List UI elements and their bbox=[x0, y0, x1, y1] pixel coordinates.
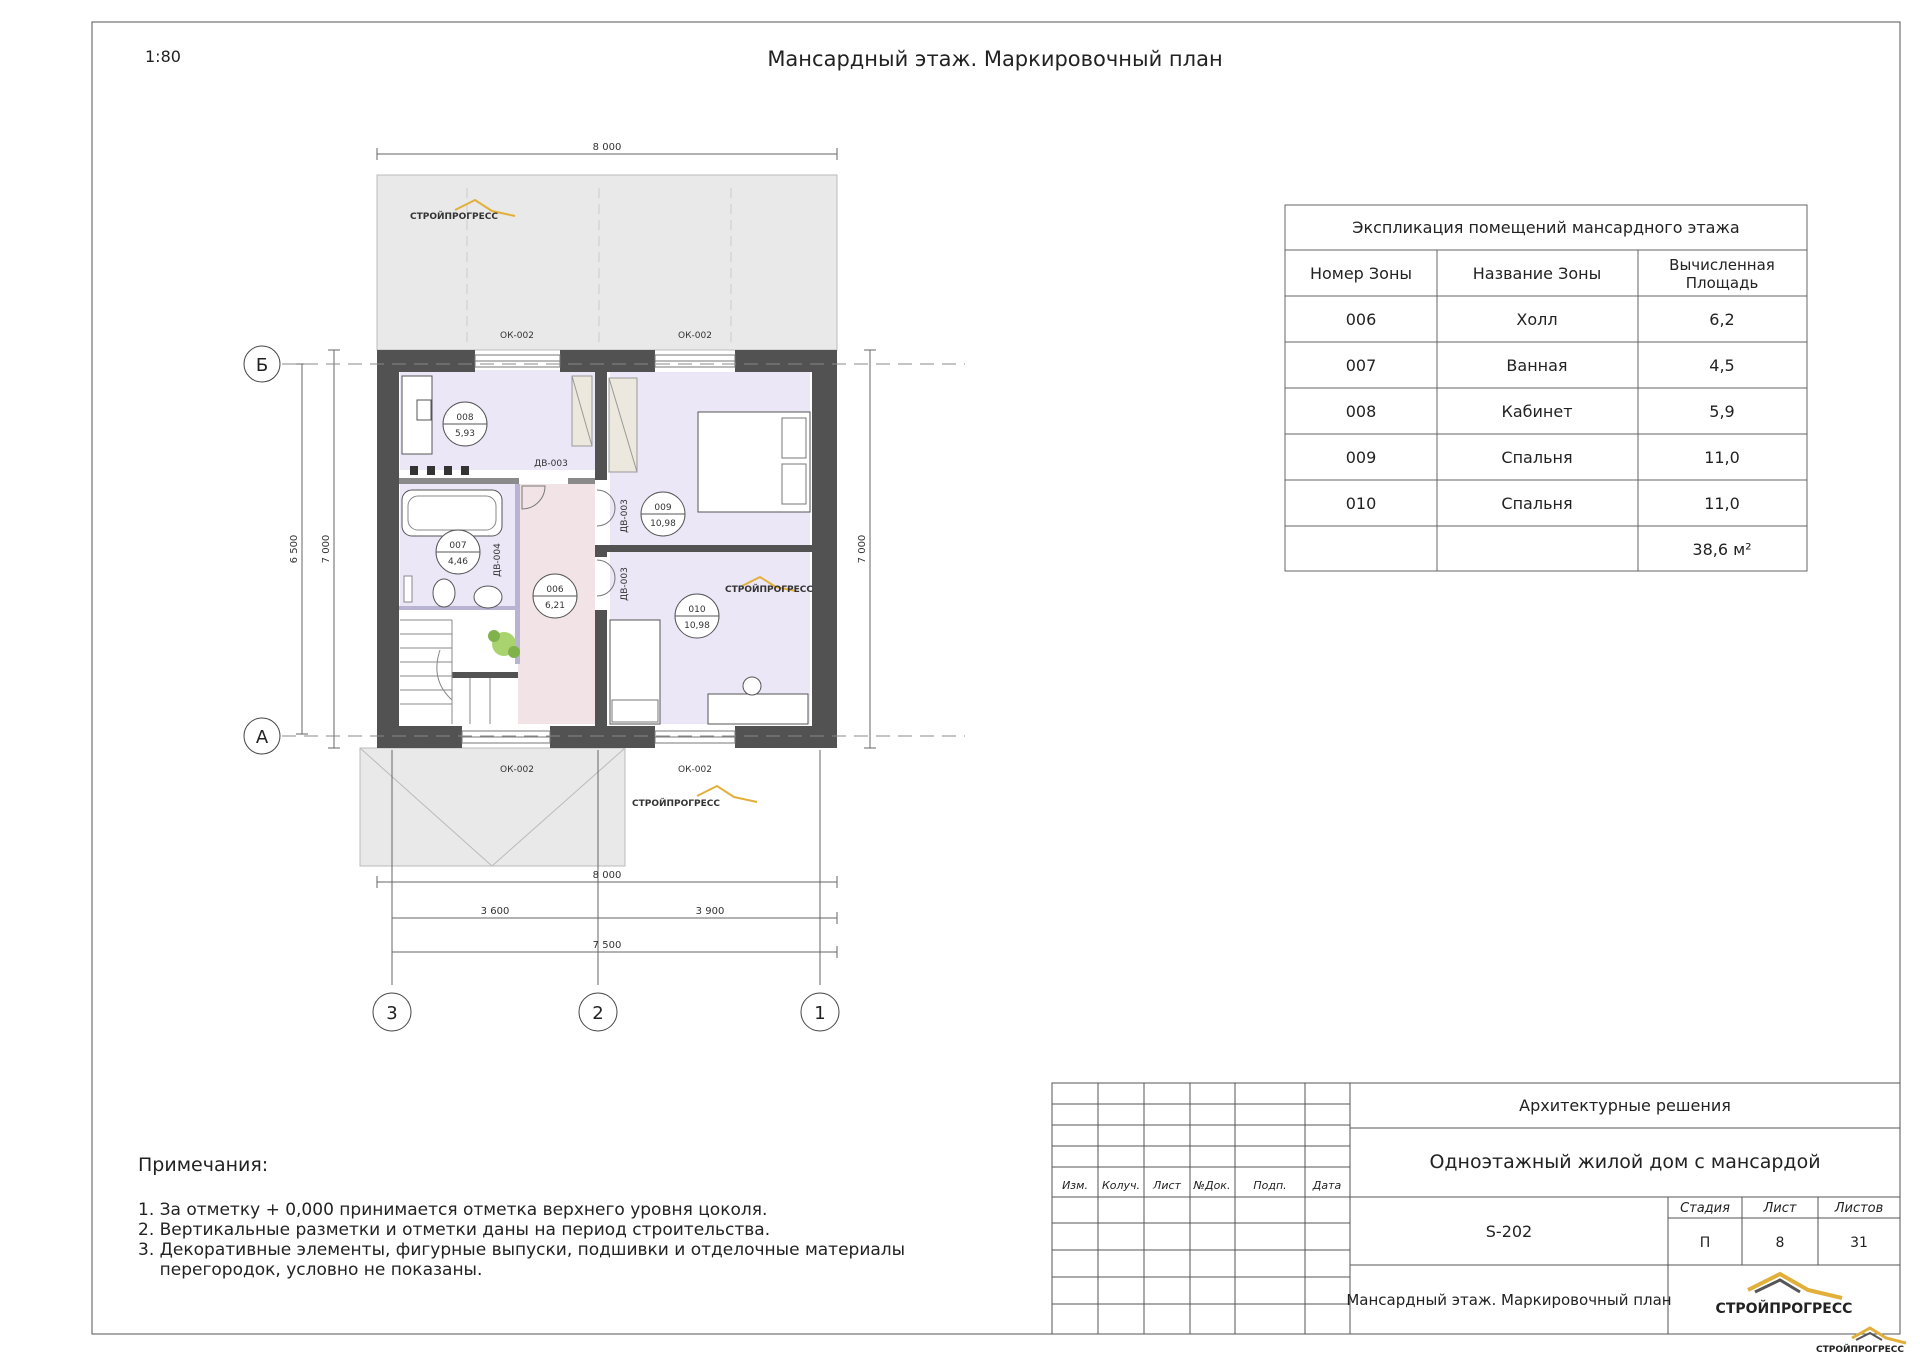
axis-bubble-a bbox=[244, 718, 280, 754]
svg-text:2: 2 bbox=[592, 1003, 604, 1024]
wall-top bbox=[377, 350, 475, 372]
svg-text:СТРОЙПРОГРЕСС: СТРОЙПРОГРЕСС bbox=[1816, 1345, 1904, 1355]
stamp-sheet: 8 bbox=[1775, 1235, 1785, 1251]
company-logo bbox=[1716, 1274, 1853, 1317]
wall-bottom bbox=[735, 726, 837, 748]
room-marker-007 bbox=[436, 530, 480, 574]
svg-text:6,21: 6,21 bbox=[544, 601, 566, 611]
col-header: Номер Зоны bbox=[1309, 264, 1413, 283]
dim-overall: 7 500 bbox=[592, 940, 622, 951]
cell-zone-area: 11,0 bbox=[1704, 494, 1740, 513]
dim-left-inner: 7 000 bbox=[321, 534, 332, 564]
cell-zone-name: Кабинет bbox=[1501, 402, 1573, 421]
stamp-stage-label: Стадия bbox=[1680, 1201, 1730, 1216]
window-label: ОК-002 bbox=[500, 765, 534, 775]
wall-interior bbox=[595, 610, 607, 726]
cell-zone-name: Спальня bbox=[1501, 448, 1573, 467]
cell-zone-area: 6,2 bbox=[1709, 310, 1735, 329]
cell-zone-name: Ванная bbox=[1506, 356, 1568, 375]
bottom-balcony bbox=[360, 748, 625, 866]
door-label: ДВ-004 bbox=[493, 543, 503, 577]
stamp-col-label: Колуч. bbox=[1101, 1179, 1141, 1192]
room-marker-010 bbox=[675, 594, 719, 638]
svg-text:007: 007 bbox=[449, 541, 467, 551]
window-label: ОК-002 bbox=[678, 331, 712, 341]
toilet bbox=[433, 579, 455, 607]
col-header: Площадь bbox=[1685, 274, 1759, 292]
stamp-col-label: Дата bbox=[1312, 1179, 1342, 1192]
cell-zone-number: 009 bbox=[1345, 448, 1377, 467]
dim-bottom-right: 3 900 bbox=[695, 906, 725, 917]
cell-zone-number: 006 bbox=[1345, 310, 1377, 329]
wall-right bbox=[812, 350, 837, 748]
dim-top: 8 000 bbox=[592, 142, 622, 153]
axis-bubble-2 bbox=[579, 993, 617, 1031]
wall-bottom bbox=[550, 726, 655, 748]
chair bbox=[743, 677, 761, 695]
cell-zone-name: Спальня bbox=[1501, 494, 1573, 513]
stamp-col-label: Подп. bbox=[1253, 1179, 1287, 1192]
corner-logo bbox=[1816, 1328, 1906, 1355]
svg-text:СТРОЙПРОГРЕСС: СТРОЙПРОГРЕСС bbox=[632, 799, 720, 809]
stairs-area bbox=[400, 609, 518, 724]
note-item: перегородок, условно не показаны. bbox=[138, 1260, 483, 1280]
svg-text:4,46: 4,46 bbox=[447, 557, 469, 567]
stamp-sheets: 31 bbox=[1850, 1235, 1868, 1251]
svg-text:10,98: 10,98 bbox=[650, 519, 676, 529]
cell-total-area: 38,6 м² bbox=[1692, 540, 1752, 559]
stamp-project: Одноэтажный жилой дом с мансардой bbox=[1429, 1151, 1821, 1173]
svg-text:10,98: 10,98 bbox=[684, 621, 710, 631]
window-label: ОК-002 bbox=[678, 765, 712, 775]
cell-zone-area: 11,0 bbox=[1704, 448, 1740, 467]
dim-bottom: 8 000 bbox=[592, 870, 622, 881]
sink bbox=[474, 586, 502, 608]
note-item: 1. За отметку + 0,000 принимается отметка верхнего уровня цоколя. bbox=[138, 1200, 768, 1220]
watermark-logo bbox=[632, 786, 757, 809]
dim-left-outer: 6 500 bbox=[289, 534, 300, 564]
svg-text:010: 010 bbox=[688, 605, 706, 615]
wall-bottom bbox=[377, 726, 462, 748]
cell-zone-area: 5,9 bbox=[1709, 402, 1735, 421]
dim-right: 7 000 bbox=[857, 534, 868, 564]
stamp-section: Архитектурные решения bbox=[1519, 1096, 1731, 1115]
top-balcony bbox=[377, 175, 837, 350]
stair-wall bbox=[452, 672, 518, 678]
cell-zone-number: 008 bbox=[1345, 402, 1377, 421]
notes-heading: Примечания: bbox=[138, 1154, 269, 1176]
note-item: 2. Вертикальные разметки и отметки даны на период строительства. bbox=[138, 1220, 771, 1240]
note-item: 3. Декоративные элементы, фигурные выпуски, подшивки и отделочные материалы bbox=[138, 1240, 906, 1260]
wall-left bbox=[377, 350, 399, 748]
col-header: Вычисленная bbox=[1669, 256, 1775, 274]
stamp-sheets-label: Листов bbox=[1834, 1201, 1884, 1216]
cell-zone-number: 007 bbox=[1345, 356, 1377, 375]
axis-bubble-3 bbox=[373, 993, 411, 1031]
stamp-code: S-202 bbox=[1485, 1222, 1533, 1241]
cell-zone-name: Холл bbox=[1516, 310, 1558, 329]
door-label: ДВ-003 bbox=[620, 499, 630, 533]
svg-text:006: 006 bbox=[546, 585, 564, 595]
wall-interior bbox=[607, 545, 812, 552]
sheet-title: Мансардный этаж. Маркировочный план bbox=[767, 47, 1223, 71]
axis-bubble-b bbox=[244, 346, 280, 382]
window-label: ОК-002 bbox=[500, 331, 534, 341]
floor-plan bbox=[244, 142, 965, 1031]
dim-bottom-left: 3 600 bbox=[480, 906, 510, 917]
partition bbox=[399, 478, 519, 484]
svg-text:А: А bbox=[255, 727, 269, 748]
partition bbox=[515, 484, 520, 664]
svg-text:Б: Б bbox=[255, 355, 269, 376]
wall-top bbox=[560, 350, 655, 372]
svg-text:008: 008 bbox=[456, 413, 474, 423]
axis-bubble-1 bbox=[801, 993, 839, 1031]
svg-text:СТРОЙПРОГРЕСС: СТРОЙПРОГРЕСС bbox=[410, 212, 498, 222]
wall-top bbox=[735, 350, 837, 372]
desk bbox=[708, 694, 808, 724]
door-label: ДВ-003 bbox=[534, 459, 568, 469]
svg-text:009: 009 bbox=[654, 503, 672, 513]
wall-interior bbox=[595, 372, 607, 480]
svg-text:1: 1 bbox=[814, 1003, 826, 1024]
stamp-stage: П bbox=[1699, 1235, 1711, 1251]
room-marker-009 bbox=[641, 492, 685, 536]
room-marker-008 bbox=[443, 402, 487, 446]
cell-zone-number: 010 bbox=[1345, 494, 1377, 513]
stamp-col-label: Лист bbox=[1153, 1179, 1181, 1192]
col-header: Название Зоны bbox=[1472, 264, 1602, 283]
scale-label: 1:80 bbox=[145, 47, 181, 66]
stamp-sheet-name: Мансардный этаж. Маркировочный план bbox=[1346, 1291, 1672, 1309]
stamp-col-label: Изм. bbox=[1062, 1179, 1088, 1192]
chair bbox=[417, 400, 431, 420]
explication-title: Экспликация помещений мансардного этажа bbox=[1352, 218, 1740, 237]
door-label: ДВ-003 bbox=[620, 567, 630, 601]
svg-text:СТРОЙПРОГРЕСС: СТРОЙПРОГРЕСС bbox=[1715, 1301, 1853, 1317]
svg-text:5,93: 5,93 bbox=[454, 429, 476, 439]
stamp-sheet-label: Лист bbox=[1763, 1201, 1797, 1216]
svg-text:СТРОЙПРОГРЕСС: СТРОЙПРОГРЕСС bbox=[725, 585, 813, 595]
room-marker-006 bbox=[533, 574, 577, 618]
svg-text:3: 3 bbox=[386, 1003, 398, 1024]
partition bbox=[399, 606, 517, 610]
cell-zone-area: 4,5 bbox=[1709, 356, 1735, 375]
stamp-col-label: №Док. bbox=[1193, 1179, 1231, 1192]
